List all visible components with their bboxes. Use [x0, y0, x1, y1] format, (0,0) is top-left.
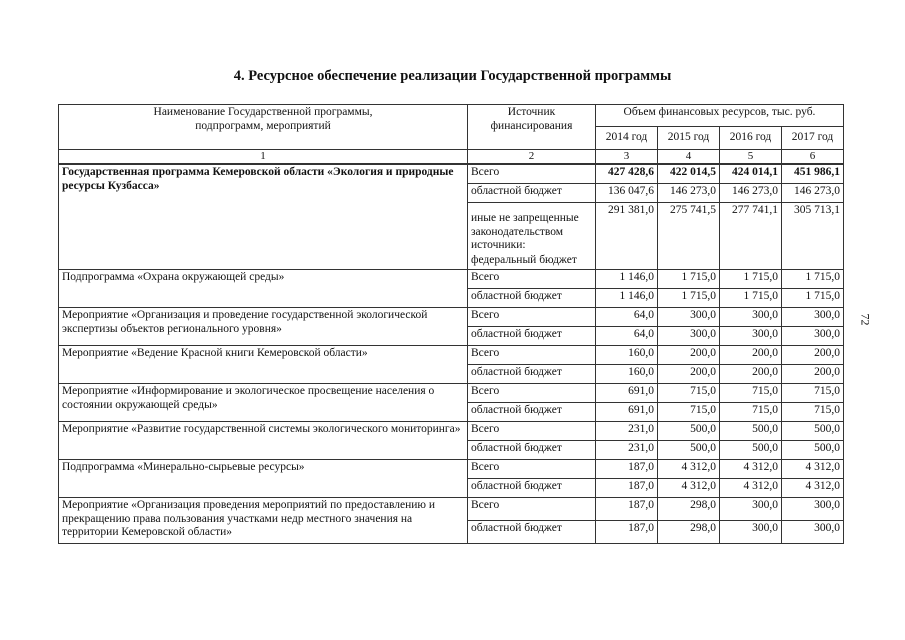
value-cell: 500,0 [720, 422, 782, 441]
value-cell: 305 713,1 [782, 203, 844, 270]
value-cell: 160,0 [596, 365, 658, 384]
source-cell: Всего [468, 346, 596, 365]
source-cell: областной бюджет [468, 289, 596, 308]
column-number: 5 [720, 150, 782, 165]
table-row [59, 460, 844, 479]
value-cell: 187,0 [596, 498, 658, 521]
value-cell: 275 741,5 [658, 203, 720, 270]
source-cell: Всего [468, 164, 596, 184]
value-cell: 500,0 [782, 441, 844, 460]
item-name: Мероприятие «Развитие государственной системы экологического мониторинга» [59, 422, 468, 460]
value-cell: 291 381,0 [596, 203, 658, 270]
column-number: 3 [596, 150, 658, 165]
value-cell: 1 146,0 [596, 270, 658, 289]
value-cell: 64,0 [596, 308, 658, 327]
item-name: Мероприятие «Ведение Красной книги Кемеровской области» [59, 346, 468, 384]
value-cell: 4 312,0 [782, 479, 844, 498]
value-cell: 500,0 [782, 422, 844, 441]
value-cell: 691,0 [596, 403, 658, 422]
column-number: 4 [658, 150, 720, 165]
value-cell: 277 741,1 [720, 203, 782, 270]
value-cell: 715,0 [782, 403, 844, 422]
value-cell: 1 715,0 [720, 270, 782, 289]
value-cell: 136 047,6 [596, 184, 658, 203]
source-cell: Всего [468, 384, 596, 403]
page-title: 4. Ресурсное обеспечение реализации Государственной программы [233, 68, 672, 84]
value-cell: 715,0 [782, 384, 844, 403]
value-cell: 187,0 [596, 479, 658, 498]
page-number: 72 [858, 313, 873, 326]
value-cell: 424 014,1 [720, 164, 782, 184]
header-year: 2015 год [658, 127, 720, 150]
table-row [59, 308, 844, 327]
source-cell: областной бюджет [468, 327, 596, 346]
source-cell [468, 203, 596, 270]
value-cell: 4 312,0 [720, 460, 782, 479]
source-cell: Всего [468, 422, 596, 441]
value-cell: 187,0 [596, 460, 658, 479]
source-cell: областной бюджет [468, 403, 596, 422]
header-year: 2017 год [782, 127, 844, 150]
value-cell: 300,0 [658, 308, 720, 327]
value-cell: 146 273,0 [658, 184, 720, 203]
value-cell: 1 715,0 [782, 270, 844, 289]
value-cell: 715,0 [658, 403, 720, 422]
source-note: иные не запрещенные законодательством источники: [471, 212, 579, 251]
source-cell: областной бюджет [468, 521, 596, 544]
item-name: Подпрограмма «Минерально-сырьевые ресурсы» [59, 460, 468, 498]
value-cell: 200,0 [658, 346, 720, 365]
table-row [59, 384, 844, 403]
value-cell: 200,0 [720, 346, 782, 365]
value-cell: 4 312,0 [658, 479, 720, 498]
column-number: 2 [468, 150, 596, 165]
value-cell: 4 312,0 [658, 460, 720, 479]
column-number: 6 [782, 150, 844, 165]
value-cell: 146 273,0 [782, 184, 844, 203]
value-cell: 300,0 [782, 498, 844, 521]
value-cell: 715,0 [658, 384, 720, 403]
table-row [59, 422, 844, 441]
column-number: 1 [59, 150, 468, 165]
value-cell: 500,0 [720, 441, 782, 460]
resource-table [58, 104, 844, 544]
value-cell: 231,0 [596, 441, 658, 460]
value-cell: 300,0 [658, 327, 720, 346]
header-volume: Объем финансовых ресурсов, тыс. руб. [596, 105, 844, 127]
item-name: Подпрограмма «Охрана окружающей среды» [59, 270, 468, 308]
value-cell: 1 146,0 [596, 289, 658, 308]
value-cell: 200,0 [720, 365, 782, 384]
source-cell: Всего [468, 308, 596, 327]
program-name: Государственная программа Кемеровской области «Экология и природные ресурсы Кузбасса» [59, 164, 468, 270]
item-name: Мероприятие «Организация проведения мероприятий по предоставлению и прекращению права пользования участками недр местного значения на территории Кемеровской области» [59, 498, 468, 544]
value-cell: 500,0 [658, 422, 720, 441]
value-cell: 300,0 [720, 498, 782, 521]
value-cell: 715,0 [720, 384, 782, 403]
value-cell: 422 014,5 [658, 164, 720, 184]
item-name: Мероприятие «Организация и проведение государственной экологической экспертизы объектов регионального уровня» [59, 308, 468, 346]
value-cell: 4 312,0 [720, 479, 782, 498]
source-cell: областной бюджет [468, 365, 596, 384]
value-cell: 160,0 [596, 346, 658, 365]
value-cell: 64,0 [596, 327, 658, 346]
source-cell: областной бюджет [468, 184, 596, 203]
value-cell: 300,0 [782, 521, 844, 544]
value-cell: 231,0 [596, 422, 658, 441]
value-cell: 146 273,0 [720, 184, 782, 203]
value-cell: 451 986,1 [782, 164, 844, 184]
value-cell: 4 312,0 [782, 460, 844, 479]
value-cell: 500,0 [658, 441, 720, 460]
value-cell: 300,0 [720, 308, 782, 327]
source-sub: федеральный бюджет [471, 253, 577, 266]
value-cell: 298,0 [658, 521, 720, 544]
source-cell: Всего [468, 270, 596, 289]
value-cell: 1 715,0 [658, 270, 720, 289]
value-cell: 187,0 [596, 521, 658, 544]
value-cell: 1 715,0 [658, 289, 720, 308]
value-cell: 691,0 [596, 384, 658, 403]
header-source: Источник финансирования [468, 105, 596, 150]
value-cell: 1 715,0 [720, 289, 782, 308]
table-row [59, 346, 844, 365]
value-cell: 300,0 [782, 308, 844, 327]
value-cell: 300,0 [782, 327, 844, 346]
header-year: 2014 год [596, 127, 658, 150]
table-row [59, 498, 844, 521]
source-cell: Всего [468, 498, 596, 521]
source-cell: Всего [468, 460, 596, 479]
value-cell: 200,0 [782, 365, 844, 384]
value-cell: 715,0 [720, 403, 782, 422]
value-cell: 298,0 [658, 498, 720, 521]
value-cell: 300,0 [720, 327, 782, 346]
table-row [59, 164, 844, 184]
value-cell: 300,0 [720, 521, 782, 544]
value-cell: 1 715,0 [782, 289, 844, 308]
item-name: Мероприятие «Информирование и экологическое просвещение населения о состоянии окружающей среды» [59, 384, 468, 422]
header-name: Наименование Государственной программы, подпрограмм, мероприятий [59, 105, 468, 150]
source-cell: областной бюджет [468, 479, 596, 498]
source-cell: областной бюджет [468, 441, 596, 460]
value-cell: 200,0 [658, 365, 720, 384]
value-cell: 200,0 [782, 346, 844, 365]
value-cell: 427 428,6 [596, 164, 658, 184]
table-row [59, 270, 844, 289]
header-year: 2016 год [720, 127, 782, 150]
